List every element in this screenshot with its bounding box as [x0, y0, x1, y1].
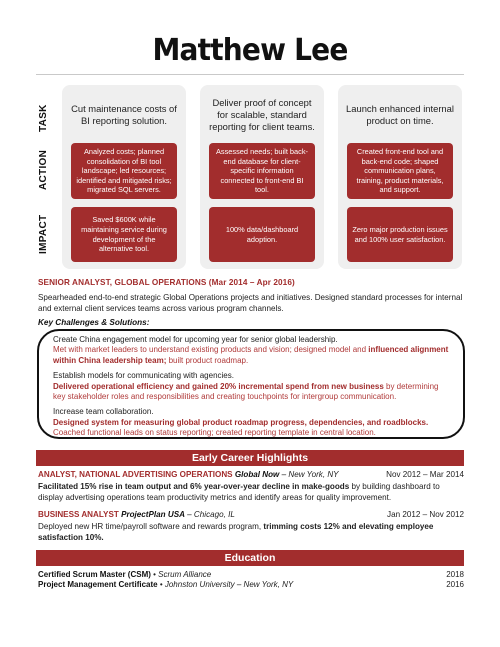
task-cell: Launch enhanced internal product on time. — [346, 103, 454, 126]
job-company: Global Now — [234, 470, 280, 479]
job-dates: Nov 2012 – Mar 2014 — [386, 470, 464, 479]
cert-name: Project Management Certificate — [38, 580, 158, 589]
detail-emphasis: influenced alignment within China leadership team; — [53, 345, 449, 365]
cert-year: 2018 — [446, 570, 464, 579]
impact-cell: Saved $600K while maintaining service during development of the alternative tool. — [71, 207, 177, 262]
detail-emphasis: Designed system for measuring global product roadmap progress, dependencies, and roadblocks. — [53, 417, 429, 427]
job-description-2 — [38, 521, 466, 543]
detail-text: Coached functional leads on status reporting; created reporting template in central location. — [53, 428, 376, 438]
job-emphasis: Facilitated 15% rise in team output and 6% year-over-year decline in make-goods — [38, 482, 350, 491]
matrix-column-2 — [200, 85, 324, 269]
matrix-column-1 — [62, 85, 186, 269]
senior-role-title: SENIOR ANALYST, GLOBAL OPERATIONS (Mar 2014 – Apr 2016) — [38, 278, 295, 287]
job-description-1 — [38, 481, 466, 503]
job-dates: Jan 2012 – Nov 2012 — [387, 510, 464, 519]
detail-emphasis: Delivered operational efficiency and gained 20% incremental spend from new business — [53, 381, 384, 391]
job-location: – Chicago, IL — [184, 510, 235, 519]
tai-matrix — [38, 85, 464, 269]
challenge-item — [53, 335, 449, 366]
detail-text: built product roadmap. — [166, 355, 249, 365]
education-item — [38, 570, 464, 579]
detail-text: by determining key stakeholder roles and responsibilities and creating touchpoints for intergroup communication. — [53, 381, 439, 401]
education-entry — [38, 570, 211, 579]
job-text: Deployed new HR time/payroll software and rewards program, — [38, 522, 264, 531]
cert-org: Johnston University – New York, NY — [164, 580, 294, 589]
task-cell: Cut maintenance costs of BI reporting solution. — [71, 103, 177, 126]
row-label-impact: IMPACT — [38, 214, 49, 254]
education-item — [38, 580, 464, 589]
impact-cell: Zero major production issues and 100% user satisfaction. — [347, 207, 453, 262]
challenge-detail — [53, 345, 449, 366]
job-title-line — [38, 470, 339, 479]
row-label-task: TASK — [38, 104, 49, 132]
education-entry — [38, 580, 293, 589]
job-company: ProjectPlan USA — [121, 510, 185, 519]
row-label-action: ACTION — [38, 149, 49, 191]
candidate-name: Matthew Lee — [152, 31, 348, 68]
early-career-band: Early Career Highlights — [36, 450, 464, 466]
job-location: – New York, NY — [279, 470, 339, 479]
action-cell: Assessed needs; built back-end database for client-specific information connected to front-end BI tool. — [209, 143, 315, 199]
header-divider — [36, 74, 464, 75]
cert-org: Scrum Alliance — [158, 570, 212, 579]
job-title: BUSINESS ANALYST — [38, 510, 119, 519]
separator: • — [157, 580, 165, 589]
action-cell: Analyzed costs; planned consolidation of BI tool landscape; led resources; identified and mitigated risks; migrated SQL servers. — [71, 143, 177, 199]
impact-cell: 100% data/dashboard adoption. — [209, 207, 315, 262]
job-title-line — [38, 510, 235, 519]
detail-text: Met with market leaders to understand existing products and vision; designed model and — [53, 345, 369, 355]
challenge-item — [53, 407, 449, 438]
challenge-head: Create China engagement model for upcoming year for senior global leadership. — [53, 335, 338, 344]
education-band: Education — [36, 550, 464, 566]
job-title: ANALYST, NATIONAL ADVERTISING OPERATIONS — [38, 470, 233, 479]
challenge-item — [53, 371, 449, 402]
job-emphasis: trimming costs 12% and elevating employee satisfaction 10%. — [38, 522, 434, 543]
challenge-head: Establish models for communicating with agencies. — [53, 371, 234, 381]
challenge-detail — [53, 382, 449, 403]
job-header-1 — [38, 470, 464, 479]
cert-name: Certified Scrum Master (CSM) — [38, 570, 151, 579]
separator: • — [150, 570, 159, 579]
action-cell: Created front-end tool and back-end code; shaped communication plans, training, product materials, and support. — [347, 143, 453, 199]
challenges-box — [37, 329, 465, 439]
challenge-detail — [53, 418, 449, 439]
job-text: by building dashboard to display advertising operations team productivity metrics and identify areas for quality improvement. — [38, 482, 440, 503]
challenges-heading: Key Challenges & Solutions: — [38, 318, 150, 327]
cert-year: 2016 — [446, 580, 464, 589]
matrix-column-3 — [338, 85, 462, 269]
challenge-head: Increase team collaboration. — [53, 407, 154, 417]
senior-summary: Spearheaded end-to-end strategic Global Operations projects and initiatives. Designed standard processes for internal and external client services teams across various program channels. — [38, 293, 463, 314]
task-cell: Deliver proof of concept for scalable, standard reporting for client teams. — [209, 97, 315, 132]
job-header-2 — [38, 510, 464, 519]
